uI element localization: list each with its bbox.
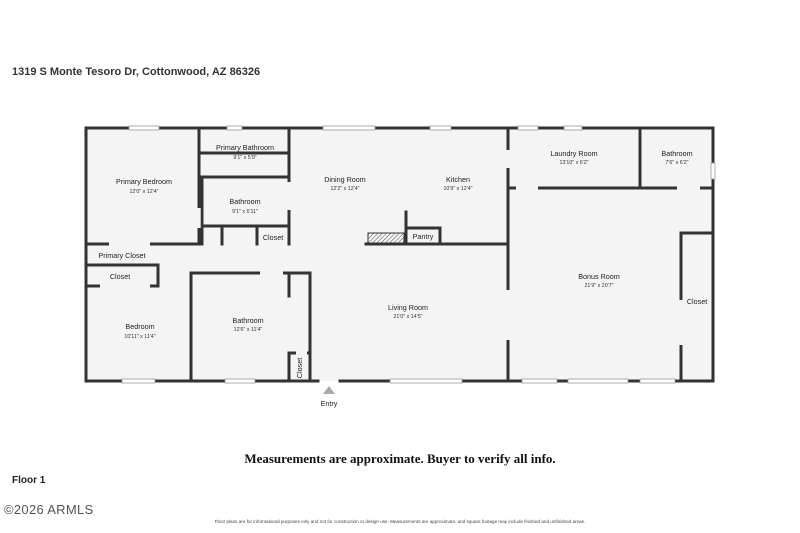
- pantry-label: Pantry: [412, 232, 434, 241]
- closet-left-label: Closet: [109, 272, 131, 281]
- living-room-label: Living Room: [388, 303, 428, 312]
- bedroom-dim: 10'11" x 11'4": [124, 334, 156, 340]
- measurement-disclaimer: Measurements are approximate. Buyer to verify all info.: [244, 451, 556, 466]
- fine-print: Floor plans are for informational purposes only and not for construction or design use. Measurements are approximate, and square footage may include finished and unfinished areas.: [214, 519, 586, 524]
- closet-mid-label: Closet: [262, 233, 284, 242]
- bedroom-label: Bedroom: [125, 322, 155, 331]
- laundry-room-label: Laundry Room: [550, 149, 598, 158]
- bathroom-lower-dim: 12'6" x 11'4": [233, 327, 263, 333]
- bathroom-mid-label: Bathroom: [229, 197, 261, 206]
- entry-arrow-icon: [323, 386, 335, 394]
- primary-bathroom-dim: 9'1" x 5'0": [233, 155, 257, 161]
- primary-bedroom-dim: 12'0" x 12'4": [129, 189, 159, 195]
- primary-bathroom-label: Primary Bathroom: [216, 143, 274, 152]
- dining-room-dim: 12'2" x 12'4": [330, 186, 360, 192]
- floor-label: Floor 1: [12, 475, 46, 486]
- kitchen-label: Kitchen: [446, 175, 470, 184]
- bonus-room-dim: 21'9" x 20'7": [584, 283, 614, 289]
- living-room-dim: 21'0" x 14'5": [393, 314, 423, 320]
- property-address: 1319 S Monte Tesoro Dr, Cottonwood, AZ 86326: [12, 66, 261, 78]
- bathroom-lower-label: Bathroom: [232, 316, 264, 325]
- laundry-room-dim: 13'10" x 6'2": [559, 160, 589, 166]
- closet-bonus-label: Closet: [686, 297, 708, 306]
- entry-label: Entry: [320, 399, 338, 408]
- counter-hatch: [368, 233, 404, 243]
- closet-lower-label: Closet: [295, 357, 304, 379]
- dining-room-label: Dining Room: [324, 175, 366, 184]
- bathroom-mid-dim: 9'1" x 6'11": [232, 209, 258, 215]
- bathroom-right-dim: 7'6" x 6'2": [665, 160, 689, 166]
- bathroom-right-label: Bathroom: [661, 149, 693, 158]
- kitchen-dim: 10'9" x 12'4": [443, 186, 473, 192]
- copyright-watermark: ©2026 ARMLS: [4, 502, 94, 517]
- primary-bedroom-label: Primary Bedroom: [116, 177, 172, 186]
- floor-area: [86, 128, 713, 381]
- bonus-room-label: Bonus Room: [578, 272, 620, 281]
- primary-closet-label: Primary Closet: [98, 251, 146, 260]
